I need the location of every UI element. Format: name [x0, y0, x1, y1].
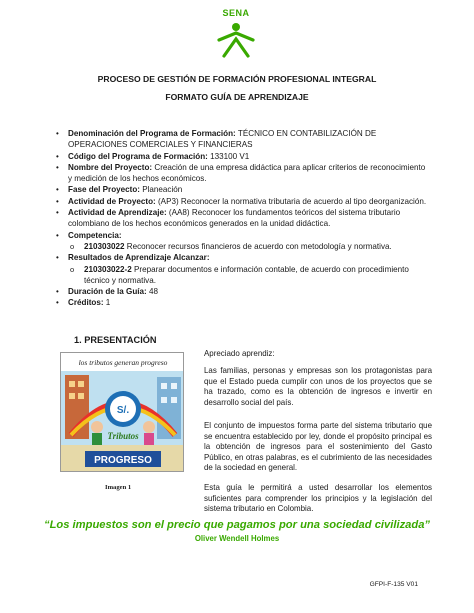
- image-caption: Imagen 1: [105, 484, 132, 491]
- sena-logo: [205, 8, 267, 60]
- quote-author: Oliver Wendell Holmes: [194, 534, 280, 543]
- format-title: FORMATO GUÍA DE APRENDIZAJE: [165, 92, 309, 102]
- banner-text: los tributos generan progreso: [78, 358, 168, 367]
- list-item: • Fase del Proyecto: Planeación: [56, 184, 428, 195]
- list-item: • Denominación del Programa de Formación: TÉCNICO EN CONTABILIZACIÓN DE OPERACIONES COMERCIALES Y FINANCIERAS: [56, 128, 428, 151]
- list-item: • Créditos: 1: [56, 297, 428, 308]
- list-item: • Actividad de Proyecto: (AP3) Reconocer la normativa tributaria de acuerdo al tipo deorganización.: [56, 196, 428, 207]
- list-item: • Resultados de Aprendizaje Alcanzar:: [56, 252, 428, 263]
- paragraph: El conjunto de impuestos forma parte del sistema tributario que se encuentra establecido por ley, donde el propósito principal es la obtención de ingresos para el sostenimiento del Gasto Público, en otras palabras, es el cubrimiento de las necesidades de la sociedad en general.: [204, 421, 432, 472]
- logo-text: SENA: [222, 8, 250, 18]
- paragraph: Las familias, personas y empresas son los protagonistas para que el Estado pueda cumplir con unos de los proyectos que se ha trazado, como es la obtención de ingresos e invertir en desarrollo social del país.: [204, 366, 432, 407]
- sign-text: Tributos: [107, 431, 139, 441]
- quote-text: “Los impuestos son el precio que pagamos por una sociedad civilizada”: [43, 519, 431, 531]
- greeting: Apreciado aprendiz:: [204, 349, 275, 358]
- section-heading: 1. PRESENTACIÓN: [74, 335, 157, 345]
- list-item: • Duración de la Guía: 48: [56, 286, 428, 297]
- list-item: • Código del Programa de Formación: 133100 V1: [56, 151, 428, 162]
- process-title: PROCESO DE GESTIÓN DE FORMACIÓN PROFESIONAL INTEGRAL: [97, 74, 377, 84]
- document-code: GFPI-F-135 V01: [369, 581, 418, 588]
- coin-text: S/.: [116, 405, 130, 416]
- list-item: • Competencia:: [56, 230, 428, 241]
- program-info-list: [56, 128, 428, 309]
- paragraph: Esta guía le permitirá a usted desarrollar los elementos suficientes para comprender los principios y la legislación del sistema tributario en Colombia.: [204, 483, 432, 513]
- list-subitem: o 210303022-2 Preparar documentos e información contable, de acuerdo con procedimiento técnico y normativa.: [56, 264, 428, 287]
- list-item: • Nombre del Proyecto: Creación de una empresa didáctica para aplicar criterios de reconocimiento y medición de los hechos económicos.: [56, 162, 428, 185]
- list-subitem: o 210303022 Reconocer recursos financieros de acuerdo con metodología y normativa.: [56, 241, 428, 252]
- list-item: • Actividad de Aprendizaje: (AA8) Reconocer los fundamentos teóricos del sistema tributario colombiano de los hechos económicos generados en la unidad didáctica.: [56, 207, 428, 230]
- progress-text: PROGRESO: [94, 455, 152, 466]
- taxes-illustration: [60, 352, 184, 472]
